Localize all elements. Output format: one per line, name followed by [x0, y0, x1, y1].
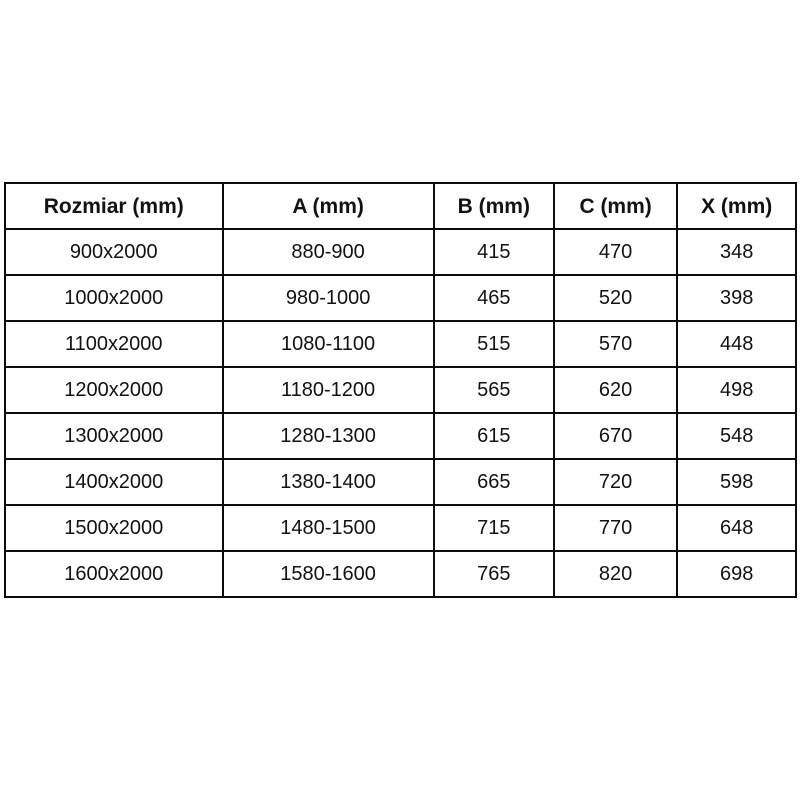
table-cell: 1400x2000 — [5, 459, 223, 505]
table-cell: 1100x2000 — [5, 321, 223, 367]
table-cell: 598 — [677, 459, 796, 505]
table-row — [5, 551, 796, 597]
table-cell: 1000x2000 — [5, 275, 223, 321]
table-cell: 565 — [434, 367, 554, 413]
table-cell: 1600x2000 — [5, 551, 223, 597]
table-header-cell: A (mm) — [223, 183, 434, 229]
table-cell: 398 — [677, 275, 796, 321]
table-cell: 880-900 — [223, 229, 434, 275]
table-cell: 648 — [677, 505, 796, 551]
table-cell: 770 — [554, 505, 677, 551]
table-cell: 1500x2000 — [5, 505, 223, 551]
table-row — [5, 321, 796, 367]
table-cell: 520 — [554, 275, 677, 321]
table-cell: 1280-1300 — [223, 413, 434, 459]
table-cell: 1580-1600 — [223, 551, 434, 597]
table-header-row — [5, 183, 796, 229]
table-row — [5, 275, 796, 321]
table-cell: 620 — [554, 367, 677, 413]
table-header-cell: C (mm) — [554, 183, 677, 229]
table-cell: 665 — [434, 459, 554, 505]
dimensions-table — [4, 182, 797, 598]
table-row — [5, 367, 796, 413]
table-cell: 1300x2000 — [5, 413, 223, 459]
table-row — [5, 229, 796, 275]
spec-table-body — [5, 229, 796, 597]
table-cell: 1180-1200 — [223, 367, 434, 413]
table-cell: 670 — [554, 413, 677, 459]
table-header — [5, 183, 796, 229]
table-cell: 498 — [677, 367, 796, 413]
table-cell: 470 — [554, 229, 677, 275]
table-row — [5, 413, 796, 459]
table-cell: 570 — [554, 321, 677, 367]
table-cell: 615 — [434, 413, 554, 459]
table-row — [5, 459, 796, 505]
table-cell: 515 — [434, 321, 554, 367]
table-cell: 1380-1400 — [223, 459, 434, 505]
table-cell: 448 — [677, 321, 796, 367]
table-cell: 980-1000 — [223, 275, 434, 321]
table-cell: 900x2000 — [5, 229, 223, 275]
table-cell: 698 — [677, 551, 796, 597]
table-cell: 348 — [677, 229, 796, 275]
table-header-cell: X (mm) — [677, 183, 796, 229]
table-cell: 720 — [554, 459, 677, 505]
table-cell: 820 — [554, 551, 677, 597]
table-cell: 1200x2000 — [5, 367, 223, 413]
table-header-cell: B (mm) — [434, 183, 554, 229]
table-row — [5, 505, 796, 551]
table-cell: 548 — [677, 413, 796, 459]
table-header-cell: Rozmiar (mm) — [5, 183, 223, 229]
table-cell: 1480-1500 — [223, 505, 434, 551]
table-cell: 415 — [434, 229, 554, 275]
table-cell: 765 — [434, 551, 554, 597]
table-cell: 715 — [434, 505, 554, 551]
table-cell: 465 — [434, 275, 554, 321]
table-cell: 1080-1100 — [223, 321, 434, 367]
